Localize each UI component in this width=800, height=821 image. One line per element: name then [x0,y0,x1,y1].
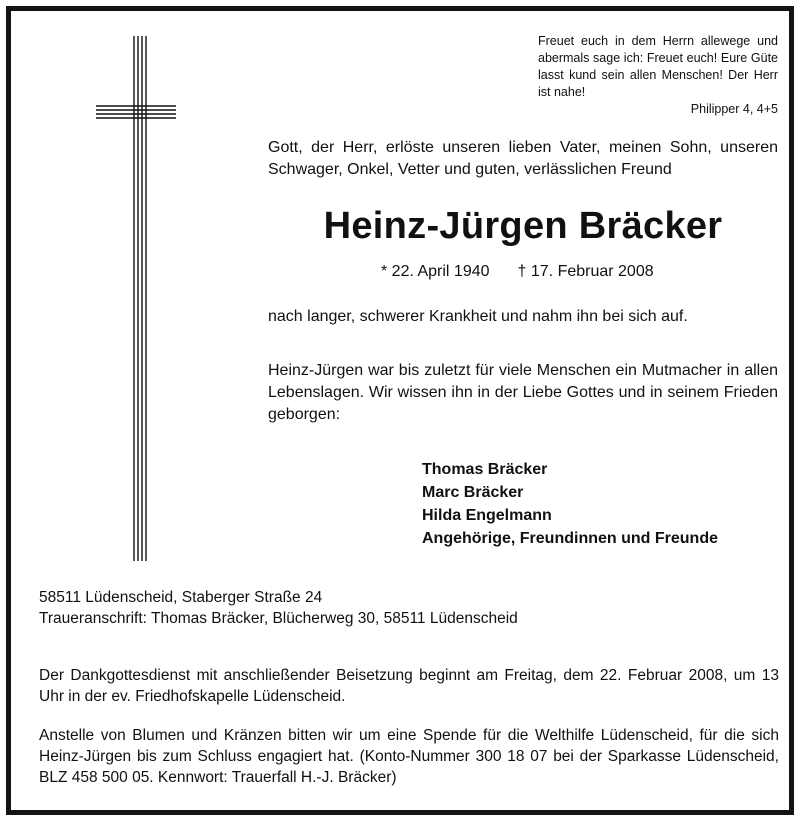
birth-date: * 22. April 1940 [381,263,490,280]
after-name-text: nach langer, schwerer Krankheit und nahm ihn bei sich auf. [268,308,688,325]
quote-text: Freuet euch in dem Herrn allewege und abermals sage ich: Freuet euch! Eure Güte lasst kund sein allen Menschen! Der Herr ist nahe! [538,34,778,99]
mourning-address: Traueranschrift: Thomas Bräcker, Blücherweg 30, 58511 Lüdenscheid [39,610,518,627]
obituary-notice [6,6,794,815]
death-date: † 17. Februar 2008 [517,263,654,280]
home-address: 58511 Lüdenscheid, Staberger Straße 24 [39,589,323,606]
signer: Hilda Engelmann [422,507,552,524]
quote-reference: Philipper 4, 4+5 [690,102,778,116]
signer: Thomas Bräcker [422,461,548,478]
bible-quote [538,33,778,118]
donation-info: Anstelle von Blumen und Kränzen bitten wir um eine Spende für die Welthilfe Lüdenscheid, für die sich Heinz-Jürgen bis zum Schluss engagiert hat. (Konto-Nummer 300 18 07 bei der Sparkasse Lüdenscheid, BLZ 458 500 05. Kennwort: Trauerfall H.-J. Bräcker) [39,727,779,786]
signers-list [422,458,782,550]
tribute-text: Heinz-Jürgen war bis zuletzt für viele Menschen ein Mutmacher in allen Lebenslagen. Wir wissen ihn in der Liebe Gottes und in seinem Frieden geborgen: [268,362,778,423]
service-info: Der Dankgottesdienst mit anschließender Beisetzung beginnt am Freitag, dem 22. Februar 2008, um 13 Uhr in der ev. Friedhofskapelle Lüdenscheid. [39,667,779,705]
deceased-name: Heinz-Jürgen Bräcker [323,205,723,247]
cross-icon [96,36,176,561]
signer: Marc Bräcker [422,484,524,501]
signer: Angehörige, Freundinnen und Freunde [422,530,718,547]
address-block [39,587,779,629]
intro-text: Gott, der Herr, erlöste unseren lieben Vater, meinen Sohn, unseren Schwager, Onkel, Vetter und guten, verlässlichen Freund [268,139,778,178]
life-dates [381,262,654,282]
